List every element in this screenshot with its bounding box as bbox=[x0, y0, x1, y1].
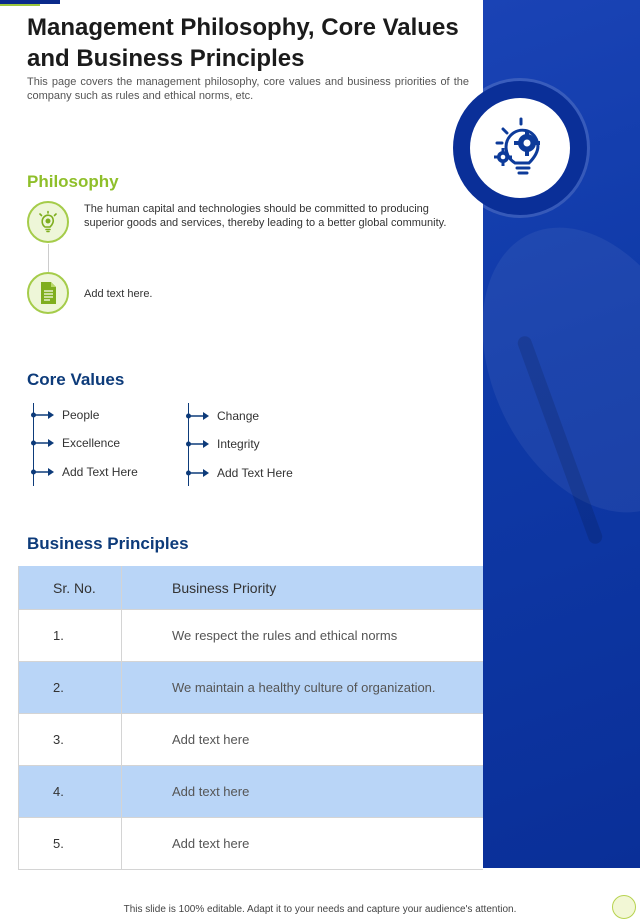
table-row bbox=[19, 714, 484, 766]
core-value-label: Excellence bbox=[62, 436, 121, 450]
arrow-right-icon bbox=[30, 465, 54, 479]
core-value-label: Add Text Here bbox=[62, 465, 138, 479]
table-row bbox=[19, 662, 484, 714]
row-priority: We respect the rules and ethical norms bbox=[122, 610, 484, 662]
core-value-label: People bbox=[62, 408, 100, 422]
arrow-right-icon bbox=[30, 408, 54, 422]
core-value-label: Change bbox=[217, 409, 260, 423]
top-accent-bar-green bbox=[0, 4, 40, 6]
page-title: Management Philosophy, Core Values and Business Principles bbox=[27, 14, 459, 72]
footer-decor-circle bbox=[612, 895, 636, 919]
row-priority: Add text here bbox=[122, 818, 484, 870]
core-value-item bbox=[30, 464, 138, 480]
core-value-item bbox=[30, 407, 99, 423]
business-principles-heading: Business Principles bbox=[27, 534, 189, 553]
philosophy-item-text: The human capital and technologies should be committed to producing superior goods and services, thereby leading to a better global community. bbox=[84, 203, 447, 229]
row-number: 5. bbox=[19, 818, 122, 870]
row-number: 1. bbox=[19, 610, 122, 662]
business-principles-table bbox=[18, 566, 483, 870]
core-value-label: Add Text Here bbox=[217, 466, 293, 480]
core-value-item bbox=[185, 465, 293, 481]
row-priority: We maintain a healthy culture of organization. bbox=[122, 662, 484, 714]
table-row bbox=[19, 818, 484, 870]
document-icon bbox=[27, 272, 69, 314]
arrow-right-icon bbox=[30, 436, 54, 450]
core-value-label: Integrity bbox=[217, 437, 260, 451]
arrow-right-icon bbox=[185, 409, 209, 423]
footer-note: This slide is 100% editable. Adapt it to your needs and capture your audience's attention. bbox=[123, 904, 517, 915]
philosophy-item-text: Add text here. bbox=[84, 288, 153, 300]
arrow-right-icon bbox=[185, 437, 209, 451]
core-value-item bbox=[30, 435, 120, 451]
table-row bbox=[19, 610, 484, 662]
philosophy-connector bbox=[48, 244, 49, 272]
philosophy-heading: Philosophy bbox=[27, 172, 119, 191]
core-values-heading: Core Values bbox=[27, 370, 125, 389]
row-number: 4. bbox=[19, 766, 122, 818]
arrow-right-icon bbox=[185, 466, 209, 480]
core-value-item bbox=[185, 436, 260, 452]
idea-gears-icon bbox=[470, 98, 570, 198]
column-header-sr-no: Sr. No. bbox=[19, 566, 122, 610]
table-row bbox=[19, 766, 484, 818]
row-number: 3. bbox=[19, 714, 122, 766]
intro-text: This page covers the management philosophy, core values and business priorities of the company such as rules and ethical norms, etc. bbox=[27, 76, 469, 102]
core-value-item bbox=[185, 408, 259, 424]
row-number: 2. bbox=[19, 662, 122, 714]
lightbulb-gear-icon bbox=[27, 201, 69, 243]
panel-texture bbox=[483, 192, 640, 548]
row-priority: Add text here bbox=[122, 714, 484, 766]
table-header-row bbox=[19, 566, 484, 610]
column-header-business-priority: Business Priority bbox=[122, 566, 484, 610]
row-priority: Add text here bbox=[122, 766, 484, 818]
